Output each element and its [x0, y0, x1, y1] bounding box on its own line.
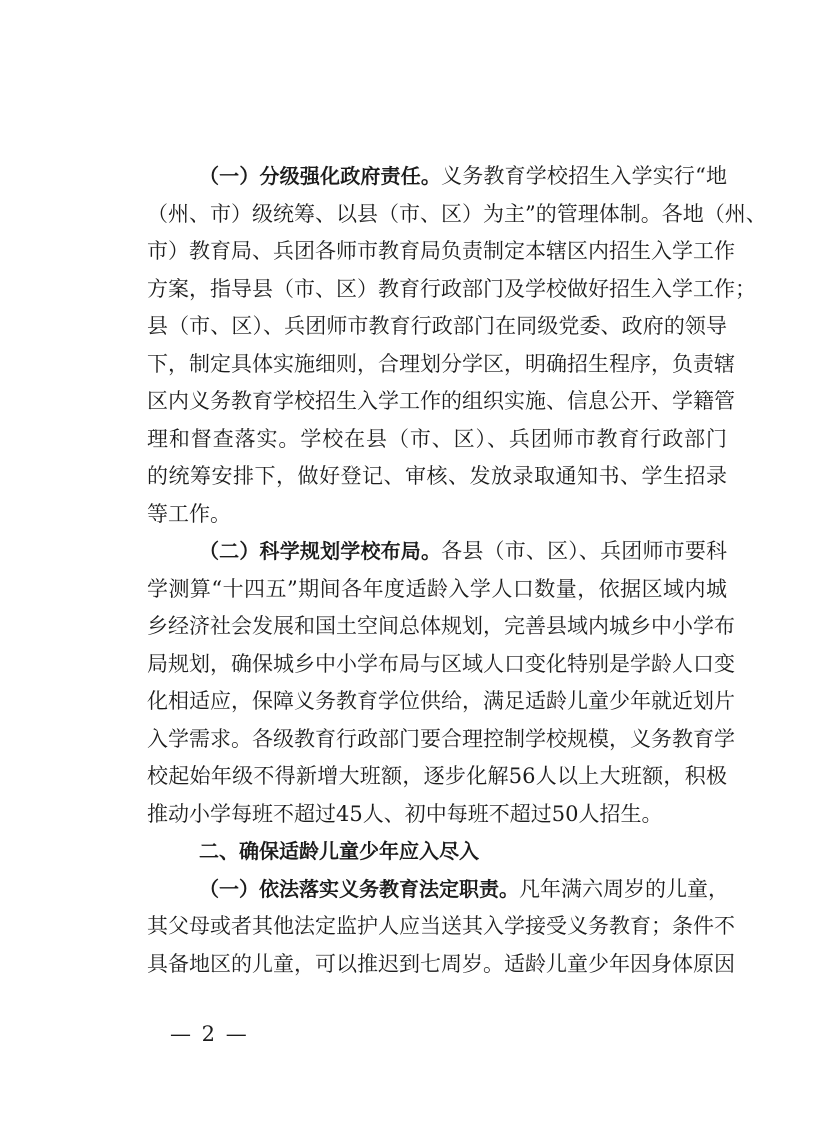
paragraph-1-heading: （一）分级强化政府责任。: [199, 164, 442, 188]
paragraph-1-line-9: 的统筹安排下，做好登记、审核、发放录取通知书、学生招录: [147, 464, 727, 488]
paragraph-1-line-5: 县（市、区）、兵团师市教育行政部门在同级党委、政府的领导: [147, 314, 727, 338]
paragraph-1-line-2: （州、市）级统筹、以县（市、区）为主”的管理体制。各地（州、: [147, 201, 767, 226]
paragraph-3-line-1: [147, 871, 727, 909]
paragraph-3-line-3: 具备地区的儿童，可以推迟到七周岁。适龄儿童少年因身体原因: [147, 951, 735, 976]
paragraph-3-heading: （一）依法落实义务教育法定职责。: [199, 876, 519, 901]
paragraph-3-text: 凡年满六周岁的儿童，: [519, 876, 729, 901]
paragraph-2-heading: （二）科学规划学校布局。: [199, 539, 442, 563]
paragraph-1-line-8: 理和督查落实。学校在县（市、区）、兵团师市教育行政部门: [147, 426, 727, 451]
paragraph-1-line-6: 下，制定具体实施细则，合理划分学区，明确招生程序，负责辖: [147, 351, 735, 376]
body-text: [147, 158, 767, 983]
paragraph-2-line-6: 入学需求。各级教育行政部门要合理控制学校规模，义务教育学: [147, 726, 735, 751]
paragraph-2-line-2: 学测算“十四五”期间各年度适龄入学人口数量，依据区域内城: [147, 576, 727, 601]
page-number: — 2 —: [170, 1022, 249, 1046]
paragraph-1-line-10: 等工作。: [147, 501, 231, 526]
paragraph-1-line-1: [147, 158, 727, 196]
paragraph-1-line-7: 区内义务教育学校招生入学工作的组织实施、信息公开、学籍管: [147, 389, 735, 413]
paragraph-2-line-1: [147, 533, 727, 571]
paragraph-1-line-3: 市）教育局、兵团各师市教育局负责制定本辖区内招生入学工作: [147, 239, 735, 263]
paragraph-2-line-7: 校起始年级不得新增大班额，逐步化解56人以上大班额，积极: [147, 764, 727, 788]
paragraph-2-line-3: 乡经济社会发展和国土空间总体规划，完善县域内城乡中小学布: [147, 614, 735, 638]
paragraph-1-line-4: 方案，指导县（市、区）教育行政部门及学校做好招生入学工作；: [147, 276, 756, 301]
paragraph-1-text: 义务教育学校招生入学实行“地: [441, 164, 727, 188]
paragraph-2-line-8: 推动小学每班不超过45人、初中每班不超过50人招生。: [147, 801, 663, 826]
paragraph-3-line-2: 其父母或者其他法定监护人应当送其入学接受义务教育；条件不: [147, 914, 735, 938]
section-2-title: 二、确保适龄儿童少年应入尽入: [199, 839, 479, 863]
paragraph-2-line-4: 局规划，确保城乡中小学布局与区域人口变化特别是学龄人口变: [147, 651, 735, 676]
paragraph-2-line-5: 化相适应，保障义务教育学位供给，满足适龄儿童少年就近划片: [147, 689, 735, 713]
paragraph-2-text: 各县（市、区）、兵团师市要科: [441, 539, 728, 563]
